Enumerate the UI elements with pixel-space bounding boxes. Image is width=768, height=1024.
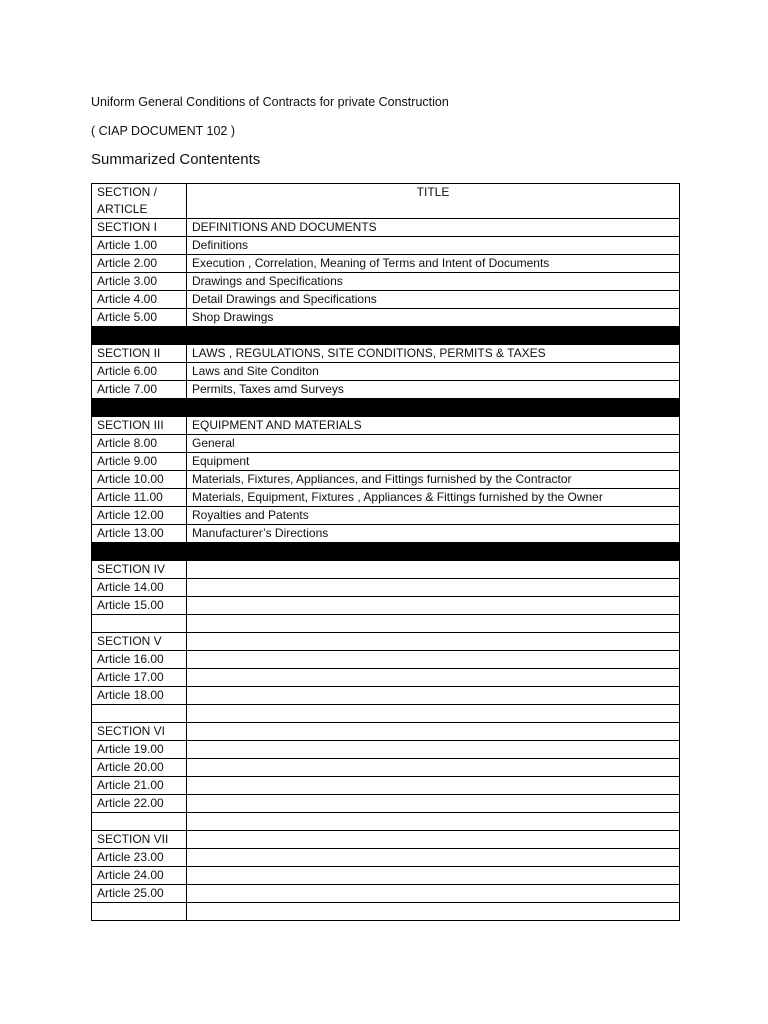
table-row xyxy=(92,561,680,579)
title-cell xyxy=(187,759,680,777)
section-article-cell: Article 24.00 xyxy=(92,867,187,885)
section-article-cell: Article 7.00 xyxy=(92,381,187,399)
title-cell xyxy=(187,597,680,615)
title-cell: Laws and Site Conditon xyxy=(187,363,680,381)
section-article-cell xyxy=(92,327,187,345)
title-cell: DEFINITIONS AND DOCUMENTS xyxy=(187,219,680,237)
section-article-cell: SECTION I xyxy=(92,219,187,237)
table-row xyxy=(92,471,680,489)
title-cell: Equipment xyxy=(187,453,680,471)
title-cell xyxy=(187,885,680,903)
table-row xyxy=(92,525,680,543)
table-row xyxy=(92,669,680,687)
title-cell: Execution , Correlation, Meaning of Terms and Intent of Documents xyxy=(187,255,680,273)
section-article-cell: Article 5.00 xyxy=(92,309,187,327)
table-row xyxy=(92,651,680,669)
title-cell xyxy=(187,561,680,579)
table-row xyxy=(92,417,680,435)
table-row xyxy=(92,759,680,777)
section-article-cell xyxy=(92,705,187,723)
section-article-cell: Article 16.00 xyxy=(92,651,187,669)
section-article-cell xyxy=(92,903,187,921)
section-divider-row xyxy=(92,543,680,561)
table-row xyxy=(92,849,680,867)
title-cell: Drawings and Specifications xyxy=(187,273,680,291)
table-row xyxy=(92,687,680,705)
section-article-cell: Article 22.00 xyxy=(92,795,187,813)
table-row xyxy=(92,723,680,741)
table-row xyxy=(92,885,680,903)
section-article-cell xyxy=(92,615,187,633)
title-cell xyxy=(187,777,680,795)
title-cell: Shop Drawings xyxy=(187,309,680,327)
title-cell xyxy=(187,831,680,849)
table-row xyxy=(92,363,680,381)
title-cell: LAWS , REGULATIONS, SITE CONDITIONS, PERMITS & TAXES xyxy=(187,345,680,363)
section-article-cell: Article 6.00 xyxy=(92,363,187,381)
table-row xyxy=(92,777,680,795)
title-cell xyxy=(187,543,680,561)
contents-table xyxy=(91,183,680,921)
section-article-cell: SECTION IV xyxy=(92,561,187,579)
table-row xyxy=(92,291,680,309)
title-cell: Materials, Equipment, Fixtures , Appliances & Fittings furnished by the Owner xyxy=(187,489,680,507)
title-cell: EQUIPMENT AND MATERIALS xyxy=(187,417,680,435)
title-cell xyxy=(187,723,680,741)
title-cell xyxy=(187,867,680,885)
section-article-cell: Article 20.00 xyxy=(92,759,187,777)
title-cell: Manufacturer’s Directions xyxy=(187,525,680,543)
section-article-cell: Article 9.00 xyxy=(92,453,187,471)
section-article-cell: Article 14.00 xyxy=(92,579,187,597)
table-header-row xyxy=(92,184,680,219)
section-article-cell: Article 3.00 xyxy=(92,273,187,291)
table-row xyxy=(92,219,680,237)
title-cell: Definitions xyxy=(187,237,680,255)
blank-row xyxy=(92,615,680,633)
header-title: TITLE xyxy=(187,184,680,219)
table-row xyxy=(92,309,680,327)
header-section-article: SECTION / ARTICLE xyxy=(92,184,187,219)
title-cell xyxy=(187,399,680,417)
title-cell xyxy=(187,687,680,705)
table-row xyxy=(92,597,680,615)
table-row xyxy=(92,741,680,759)
section-article-cell: Article 25.00 xyxy=(92,885,187,903)
section-divider-row xyxy=(92,327,680,345)
section-article-cell: SECTION II xyxy=(92,345,187,363)
section-article-cell: Article 11.00 xyxy=(92,489,187,507)
section-article-cell: Article 1.00 xyxy=(92,237,187,255)
contents-heading: Summarized Contentents xyxy=(91,151,261,168)
section-article-cell xyxy=(92,813,187,831)
title-cell xyxy=(187,633,680,651)
title-cell xyxy=(187,813,680,831)
section-article-cell: Article 12.00 xyxy=(92,507,187,525)
blank-row xyxy=(92,705,680,723)
title-cell xyxy=(187,579,680,597)
section-article-cell: Article 13.00 xyxy=(92,525,187,543)
section-article-cell: Article 8.00 xyxy=(92,435,187,453)
table-row xyxy=(92,795,680,813)
section-article-cell: Article 15.00 xyxy=(92,597,187,615)
section-article-cell: Article 10.00 xyxy=(92,471,187,489)
title-cell xyxy=(187,669,680,687)
table-row xyxy=(92,345,680,363)
section-divider-row xyxy=(92,399,680,417)
section-article-cell xyxy=(92,543,187,561)
document-reference: ( CIAP DOCUMENT 102 ) xyxy=(91,124,236,138)
table-row xyxy=(92,237,680,255)
title-cell xyxy=(187,651,680,669)
title-cell: Materials, Fixtures, Appliances, and Fittings furnished by the Contractor xyxy=(187,471,680,489)
section-article-cell: SECTION V xyxy=(92,633,187,651)
table-row xyxy=(92,435,680,453)
document-header xyxy=(91,92,679,171)
title-cell xyxy=(187,705,680,723)
table-row xyxy=(92,255,680,273)
section-article-cell: Article 23.00 xyxy=(92,849,187,867)
table-row xyxy=(92,579,680,597)
table-row xyxy=(92,633,680,651)
table-row xyxy=(92,381,680,399)
table-row xyxy=(92,273,680,291)
title-cell xyxy=(187,741,680,759)
title-cell xyxy=(187,903,680,921)
blank-row xyxy=(92,813,680,831)
section-article-cell: Article 18.00 xyxy=(92,687,187,705)
title-cell xyxy=(187,327,680,345)
table-row xyxy=(92,831,680,849)
section-article-cell: Article 19.00 xyxy=(92,741,187,759)
table-row xyxy=(92,489,680,507)
title-cell xyxy=(187,849,680,867)
section-article-cell: Article 17.00 xyxy=(92,669,187,687)
section-article-cell: SECTION VII xyxy=(92,831,187,849)
table-row xyxy=(92,453,680,471)
title-cell: General xyxy=(187,435,680,453)
section-article-cell: Article 2.00 xyxy=(92,255,187,273)
table-row xyxy=(92,507,680,525)
document-title: Uniform General Conditions of Contracts for private Construction xyxy=(91,95,449,109)
title-cell: Detail Drawings and Specifications xyxy=(187,291,680,309)
section-article-cell: Article 21.00 xyxy=(92,777,187,795)
title-cell xyxy=(187,795,680,813)
title-cell xyxy=(187,615,680,633)
blank-row xyxy=(92,903,680,921)
section-article-cell: Article 4.00 xyxy=(92,291,187,309)
title-cell: Royalties and Patents xyxy=(187,507,680,525)
section-article-cell: SECTION III xyxy=(92,417,187,435)
title-cell: Permits, Taxes amd Surveys xyxy=(187,381,680,399)
section-article-cell: SECTION VI xyxy=(92,723,187,741)
section-article-cell xyxy=(92,399,187,417)
table-row xyxy=(92,867,680,885)
